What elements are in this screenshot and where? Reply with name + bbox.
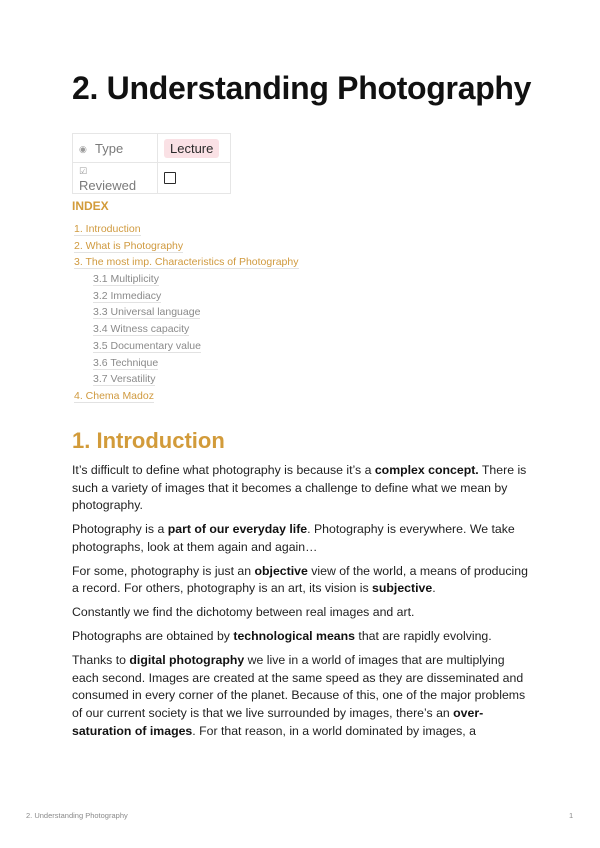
toc-link-what-is-photography[interactable]: 2. What is Photography xyxy=(74,239,184,252)
toc-subitem xyxy=(74,273,299,290)
paragraph: Constantly we find the dichotomy between real images and art. xyxy=(72,605,415,620)
property-value-reviewed[interactable] xyxy=(158,163,231,194)
toc-link-technique[interactable]: 3.6 Technique xyxy=(93,356,159,369)
toc-link-multiplicity[interactable]: 3.1 Multiplicity xyxy=(93,273,159,286)
toc-link-documentary-value[interactable]: 3.5 Documentary value xyxy=(93,339,201,352)
toc-link-immediacy[interactable]: 3.2 Immediacy xyxy=(93,289,162,302)
section-heading-introduction: 1. Introduction xyxy=(72,428,225,453)
paragraph: Photography is a part of our everyday life. Photography is everywhere. We take photographs, look at them again and again… xyxy=(72,522,515,554)
paragraph: It’s difficult to define what photography is because it’s a complex concept. There is such a variety of images that it becomes a challenge to define what we mean by photography. xyxy=(72,463,527,513)
section-body xyxy=(72,462,532,747)
radio-target-icon: ◉ xyxy=(79,143,87,154)
reviewed-checkbox[interactable] xyxy=(164,172,176,184)
property-key-reviewed xyxy=(73,163,158,194)
type-label: Type xyxy=(95,140,124,156)
property-key-type xyxy=(73,134,158,163)
reviewed-label: Reviewed xyxy=(79,178,137,193)
checkbox-icon: ☑ xyxy=(79,166,88,176)
toc-item xyxy=(74,390,299,407)
paragraph: For some, photography is just an objective view of the world, a means of producing a record. For others, photography is an art, its vision is subjective. xyxy=(72,563,528,596)
toc-subitem xyxy=(74,357,299,374)
toc-item xyxy=(74,240,299,257)
toc-subitem xyxy=(74,306,299,323)
toc-item xyxy=(74,223,299,240)
properties-table xyxy=(72,133,231,194)
toc-link-witness-capacity[interactable]: 3.4 Witness capacity xyxy=(93,323,190,336)
property-row-type xyxy=(73,134,231,163)
toc-subitem xyxy=(74,340,299,357)
index-heading: INDEX xyxy=(72,199,109,213)
toc-subitem xyxy=(74,373,299,390)
type-tag[interactable]: Lecture xyxy=(164,139,219,158)
footer-document-name: 2. Understanding Photography xyxy=(26,811,128,820)
toc-link-introduction[interactable]: 1. Introduction xyxy=(74,223,141,235)
toc-link-universal-language[interactable]: 3.3 Universal language xyxy=(93,306,201,319)
toc-subitem xyxy=(74,323,299,340)
toc-subitem xyxy=(74,290,299,307)
toc-link-characteristics[interactable]: 3. The most imp. Characteristics of Photography xyxy=(74,256,299,269)
paragraph: Thanks to digital photography we live in a world of images that are multiplying each second. Images are created at the same speed as they are disseminated and consumed in every corner of the planet. Because of this, one of the major problems of our current society is that we live surrounded by images, there’s an over-saturation of images. For that reason, in a world dominated by images, a xyxy=(72,653,526,738)
property-value-type[interactable] xyxy=(158,134,231,163)
toc-item xyxy=(74,256,299,273)
toc-link-chema-madoz[interactable]: 4. Chema Madoz xyxy=(74,389,154,402)
footer-page-number: 1 xyxy=(569,811,574,820)
paragraph: Photographs are obtained by technological means that are rapidly evolving. xyxy=(72,629,492,644)
property-row-reviewed xyxy=(73,163,231,194)
page-title: 2. Understanding Photography xyxy=(72,70,532,106)
toc-link-versatility[interactable]: 3.7 Versatility xyxy=(93,373,156,386)
table-of-contents xyxy=(74,223,299,407)
